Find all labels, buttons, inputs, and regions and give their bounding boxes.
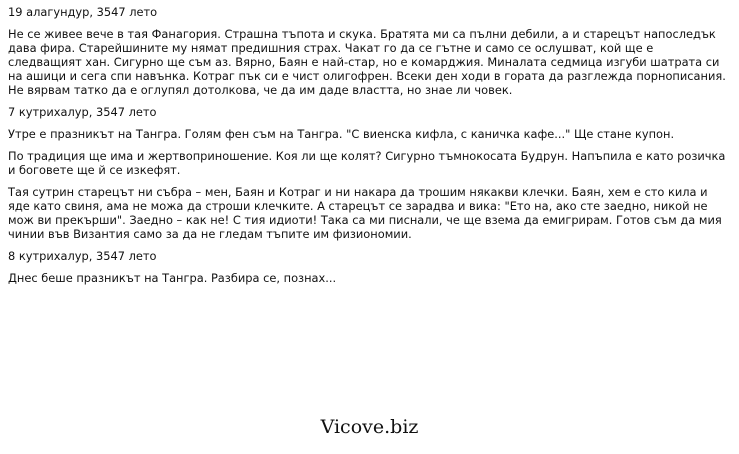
entry-paragraph: Не се живее вече в тая Фанагория. Страшна тъпота и скука. Братята ми са пълни дебили, а и старецът напоследък дава фира. Старейшините му нямат предишния страх. Чакат го да се гътне и само се ослушват, кой ще е следващият хан. Сигурно ще съм аз. Вярно, Баян е най-стар, но е комарджия. Миналата седмица изгуби шатрата си на ашици и сега спи навънка. Котраг пък си е чист олигофрен. Всеки ден ходи в гората да разглежда порнописания. Не вярвам татко да е оглупял дотолкова, че да им даде властта, но знае ли човек. [8,27,726,97]
entry-paragraph: Тая сутрин старецът ни събра – мен, Баян и Котраг и ни накара да трошим някакви клечки. Баян, хем е сто кила и яде като свиня, ама не можа да строши клечките. А старецът се зарадва и вика: "Ето на, ако сте заедно, никой не мож ви прекърши". Заедно – как не! С тия идиоти! Така са ми писнали, че ще взема да емигрирам. Готов съм да мия чинии във Византия само за да не гледам тъпите им физиономии. [8,185,722,241]
diary-entry [8,249,728,285]
entry-date: 19 алагундур, 3547 лето [8,5,158,19]
entry-paragraph: По традиция ще има и жертвоприношение. Коя ли ще колят? Сигурно тъмнокосата Будрун. Напъпила е като розичка и боговете ще й се изкефят. [8,149,726,177]
entry-date: 8 кутрихалур, 3547 лето [8,249,157,263]
diary-entry [8,5,728,97]
entry-paragraph: Утре е празникът на Тангра. Голям фен съм на Тангра. "С виенска кифла, с каничка кафе..." Ще стане купон. [8,127,675,141]
entry-paragraph: Днес беше празникът на Тангра. Разбира се, познах... [8,271,337,285]
site-watermark: Vicove.biz [320,416,419,438]
entry-date: 7 кутрихалур, 3547 лето [8,105,157,119]
diary-entry [8,105,728,241]
diary-text [8,5,728,293]
